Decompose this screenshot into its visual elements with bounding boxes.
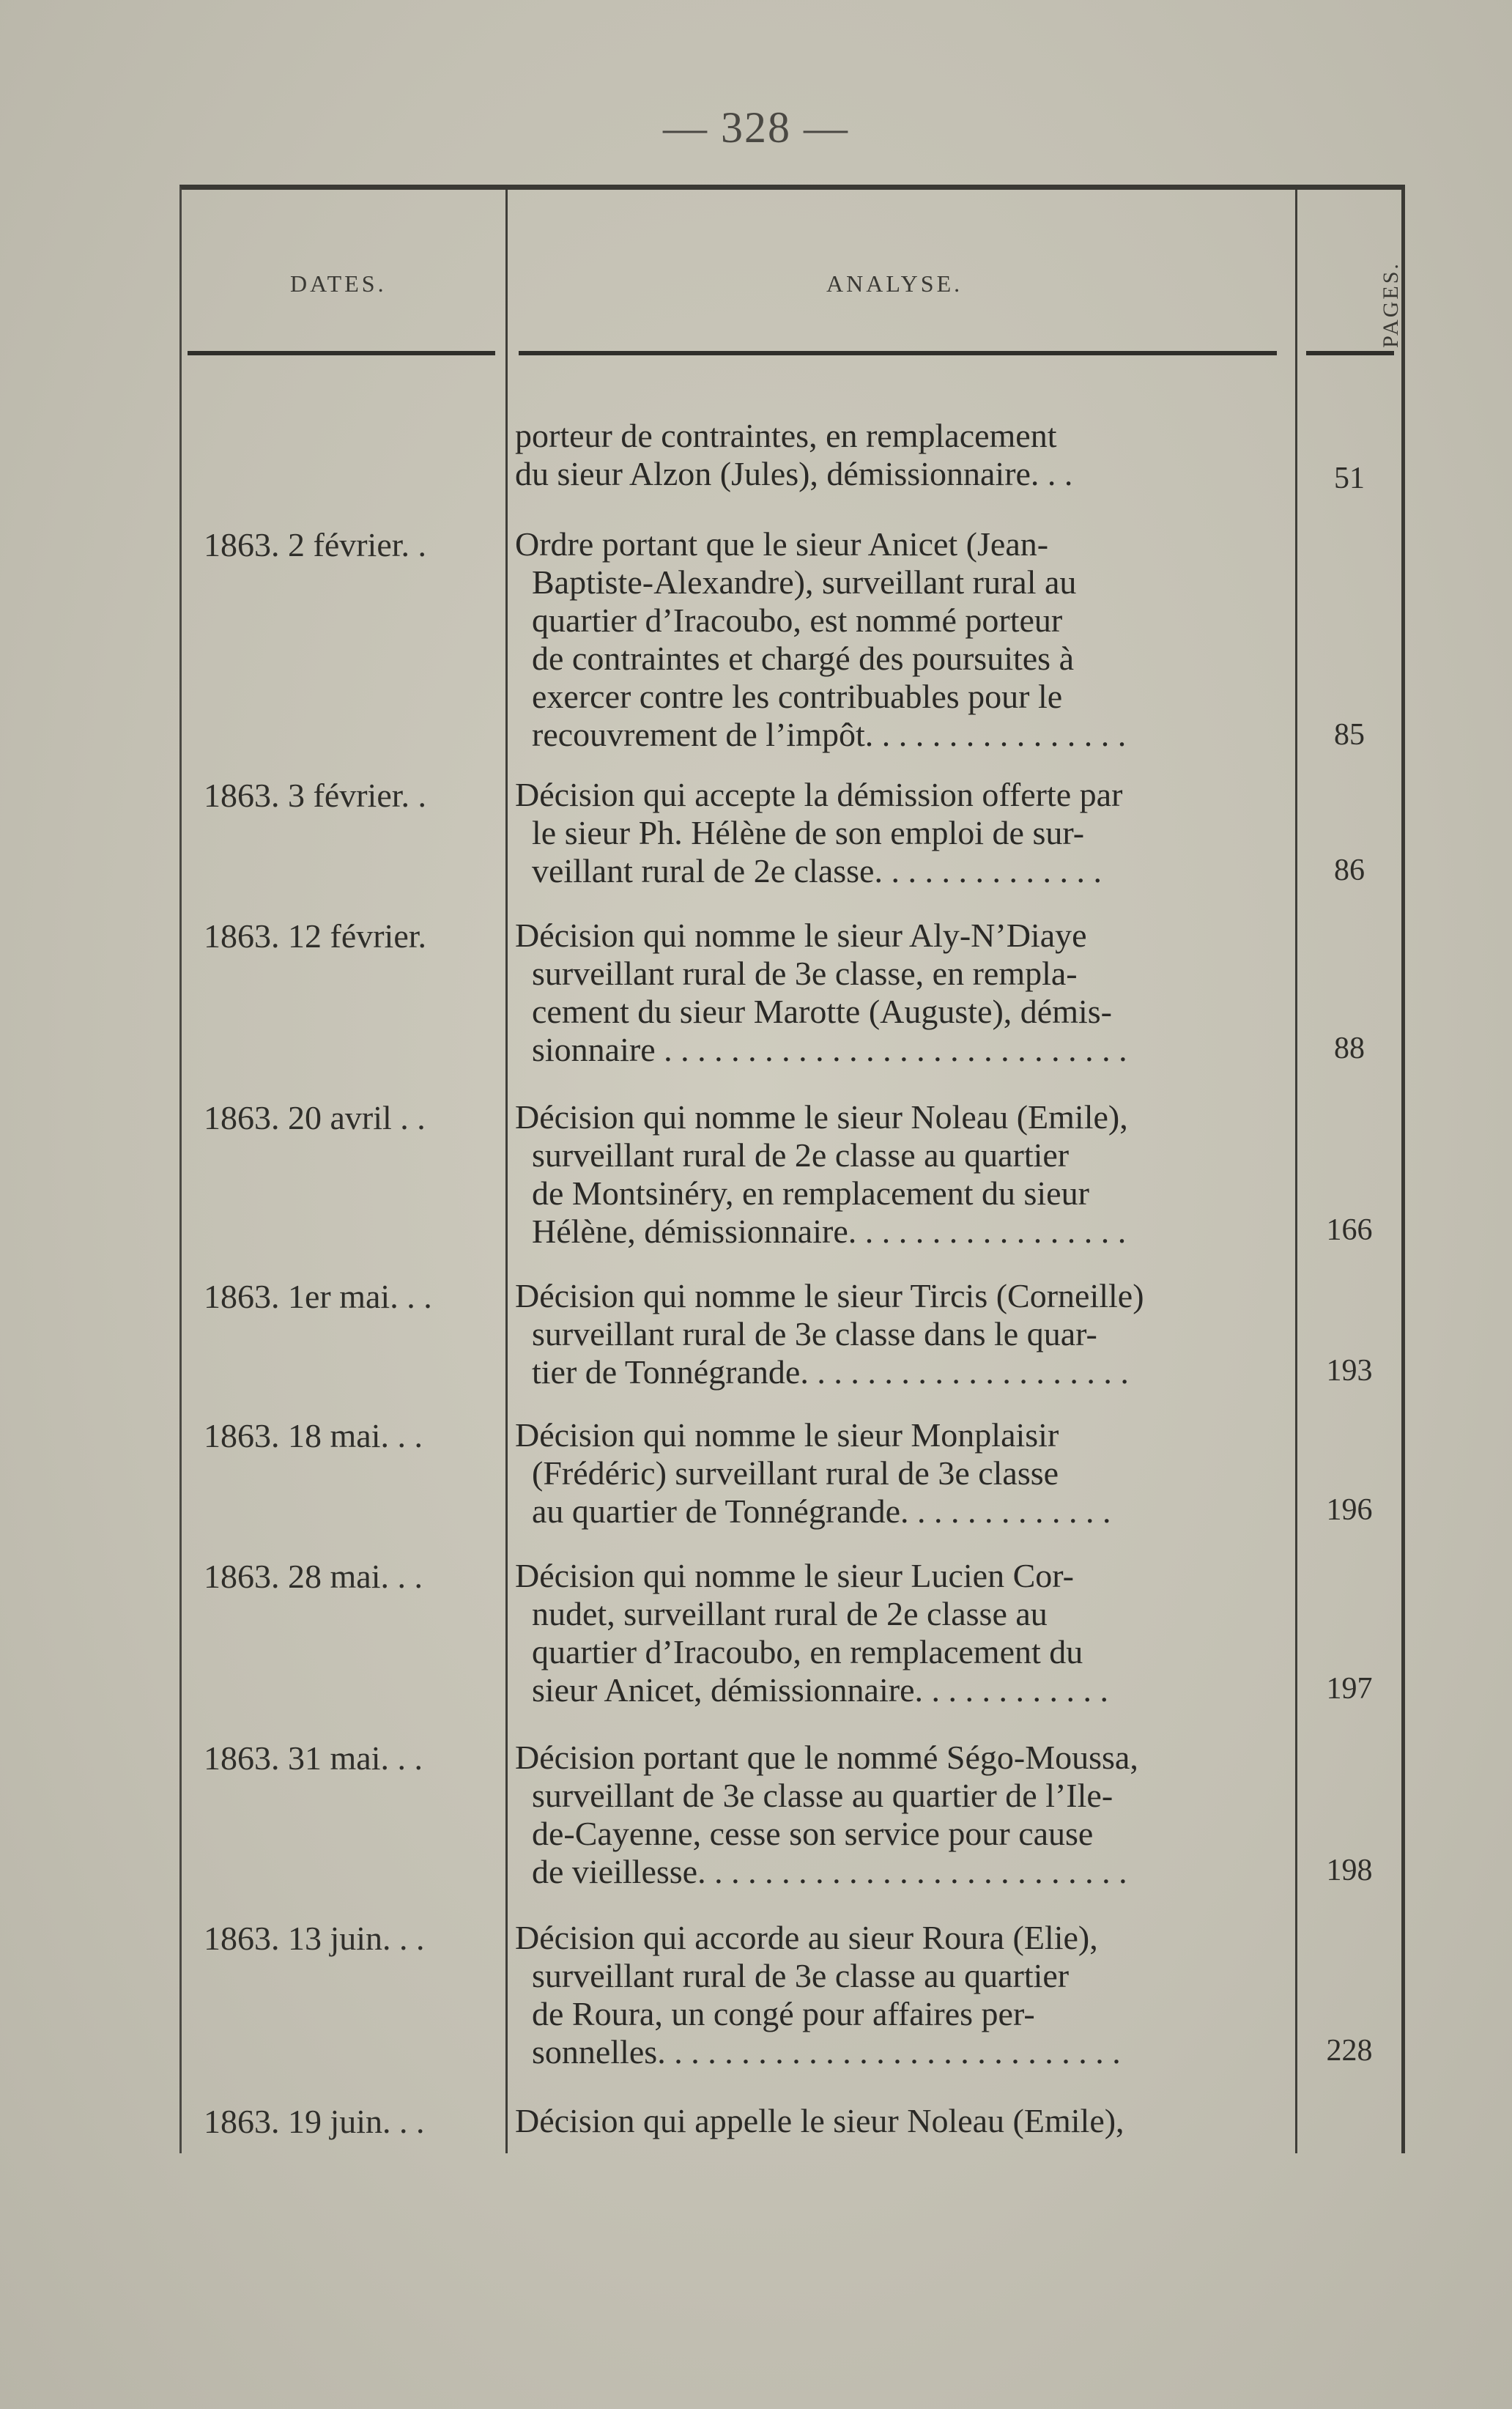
entry-date: 1863. 13 juin. . . xyxy=(204,1920,425,1957)
entry-analysis: Décision portant que le nommé Ségo-Moussa, surveillant de 3e classe au quartier de l’Ile- de-Cayenne, cesse son service pour cause de vieillesse. . . . . . . . . . . . . . . . . . . . . . . . . . xyxy=(515,1739,1138,1890)
entry-page: 197 xyxy=(1326,1672,1373,1706)
entry-page: 196 xyxy=(1326,1493,1373,1527)
entry-analysis: porteur de contraintes, en remplacement du sieur Alzon (Jules), démissionnaire. . . xyxy=(515,417,1073,492)
entry-analysis: Décision qui accorde au sieur Roura (Elie), surveillant rural de 3e classe au quartier de Roura, un congé pour affaires per- sonnelles. . . . . . . . . . . . . . . . . . . . . . . . . . . . xyxy=(515,1919,1121,2071)
entry-analysis: Décision qui nomme le sieur Aly-N’Diaye surveillant rural de 3e classe, en rempla- cement du sieur Marotte (Auguste), démis- sionnaire . . . . . . . . . . . . . . . . . . . . . . . . . . . . xyxy=(515,917,1127,1068)
entry-date: 1863. 31 mai. . . xyxy=(204,1739,423,1777)
entry-analysis: Décision qui nomme le sieur Monplaisir (Frédéric) surveillant rural de 3e classe au quartier de Tonnégrande. . . . . . . . . . . . . xyxy=(515,1416,1111,1530)
entry-date: 1863. 20 avril . . xyxy=(204,1099,426,1136)
entry-page: 228 xyxy=(1326,2034,1373,2068)
entry-page: 86 xyxy=(1334,854,1365,887)
column-header-analyse: ANALYSE. xyxy=(826,270,963,297)
entry-analysis: Décision qui appelle le sieur Noleau (Emile), xyxy=(515,2102,1124,2139)
header-rule xyxy=(1306,351,1394,355)
entry-page: 51 xyxy=(1334,462,1365,495)
entry-date: 1863. 2 février. . xyxy=(204,526,427,563)
entry-analysis: Décision qui nomme le sieur Noleau (Emile), surveillant rural de 2e classe au quartier de Montsinéry, en remplacement du sieur Hélène, démissionnaire. . . . . . . . . . . . . . . . . xyxy=(515,1098,1128,1250)
entry-date: 1863. 18 mai. . . xyxy=(204,1417,423,1454)
entry-analysis: Décision qui nomme le sieur Tircis (Corneille) surveillant rural de 3e classe dans le quar- tier de Tonnégrande. . . . . . . . . . . . . . . . . . . . xyxy=(515,1277,1144,1391)
column-header-pages: PAGES. xyxy=(1378,262,1403,348)
column-divider xyxy=(1295,190,1297,2153)
header-rule xyxy=(519,351,1277,355)
entry-page: 88 xyxy=(1334,1032,1365,1065)
entry-analysis: Décision qui nomme le sieur Lucien Cor- nudet, surveillant rural de 2e classe au quartier d’Iracoubo, en remplacement du sieur Anicet, démissionnaire. . . . . . . . . . . . xyxy=(515,1557,1108,1709)
register-table xyxy=(179,185,1405,2153)
entry-page: 198 xyxy=(1326,1854,1373,1887)
entry-page: 166 xyxy=(1326,1213,1373,1247)
entry-date: 1863. 19 juin. . . xyxy=(204,2103,425,2140)
column-header-dates: DATES. xyxy=(290,270,387,297)
entry-analysis: Ordre portant que le sieur Anicet (Jean- Baptiste-Alexandre), surveillant rural au quartier d’Iracoubo, est nommé porteur de contraintes et chargé des poursuites à exercer contre les contribuables pour le recouvrement de l’impôt. . . . . . . . . . . . . . . . xyxy=(515,525,1127,753)
entry-analysis: Décision qui accepte la démission offerte par le sieur Ph. Hélène de son emploi de sur- veillant rural de 2e classe. . . . . . . . . . . . . . xyxy=(515,776,1123,889)
entry-date: 1863. 28 mai. . . xyxy=(204,1558,423,1595)
entry-date: 1863. 3 février. . xyxy=(204,777,427,814)
column-divider xyxy=(505,190,508,2153)
entry-page: 193 xyxy=(1326,1354,1373,1388)
entry-date: 1863. 12 février. xyxy=(204,917,427,955)
entry-page: 85 xyxy=(1334,718,1365,752)
header-rule xyxy=(188,351,495,355)
entry-date: 1863. 1er mai. . . xyxy=(204,1278,432,1315)
page-number: — 328 — xyxy=(663,103,849,152)
